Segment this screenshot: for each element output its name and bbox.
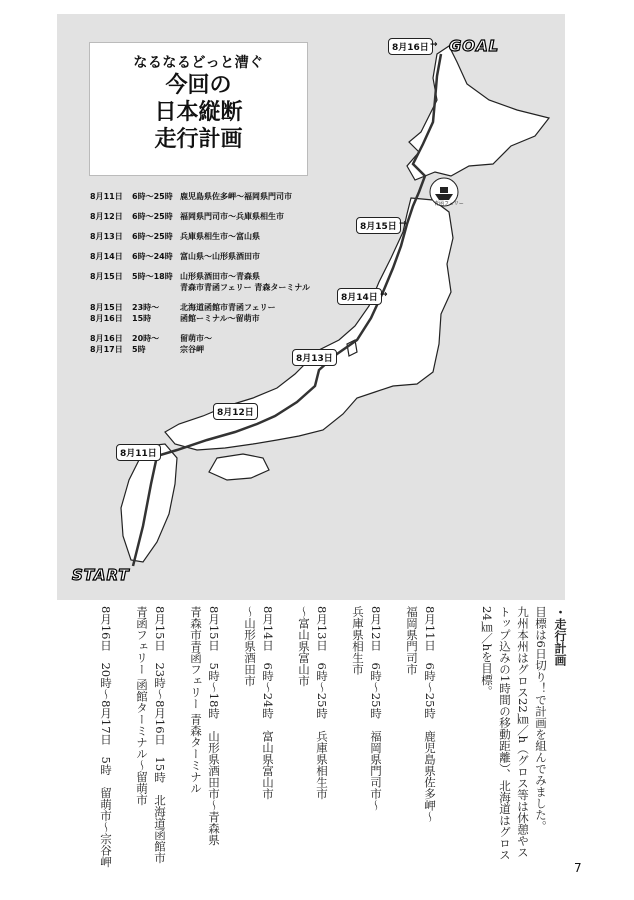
intro-line: 九州本州はグロス22㎞／h（グロス等は休憩やス bbox=[516, 606, 530, 859]
plan-line: 8月11日 6時〜25時 鹿児島県佐多岬〜 bbox=[423, 606, 437, 823]
plan-line: 8月14日 6時〜24時 富山県富山市 bbox=[261, 606, 275, 800]
schedule-route: 函館ーミナル〜留萌市 bbox=[180, 314, 260, 323]
schedule-date: 8月16日 bbox=[90, 314, 123, 323]
schedule-route: 兵庫県相生市〜富山県 bbox=[180, 232, 260, 241]
schedule-date: 8月12日 bbox=[90, 212, 123, 221]
schedule-time: 6時〜25時 bbox=[132, 232, 173, 241]
callout-aug12: 8月12日 bbox=[213, 403, 258, 420]
schedule-route: 福岡県門司市〜兵庫県相生市 bbox=[180, 212, 284, 221]
schedule-date: 8月15日 bbox=[90, 303, 123, 312]
plan-line: 青函フェリー 函館ターミナル〜留萌市 bbox=[135, 606, 149, 806]
plan-line: 8月15日 5時〜18時 山形県酒田市〜青森県 bbox=[207, 606, 221, 846]
ferry-label: 青函フェリー bbox=[434, 201, 464, 207]
schedule-route: 宗谷岬 bbox=[180, 345, 204, 354]
callout-aug14: 8月14日 bbox=[337, 288, 382, 305]
schedule-date: 8月11日 bbox=[90, 192, 123, 201]
goal-label: GOAL bbox=[449, 37, 500, 55]
schedule-row bbox=[90, 211, 310, 222]
schedule-row bbox=[90, 251, 310, 262]
callout-aug11: 8月11日 bbox=[116, 444, 161, 461]
intro-line: 目標は6日切り！で計画を組んでみました。 bbox=[534, 606, 548, 832]
plan-line: 青森市青函フェリー 青森ターミナル bbox=[189, 606, 203, 794]
schedule-date: 8月14日 bbox=[90, 252, 123, 261]
start-label: START bbox=[72, 566, 130, 584]
schedule-row bbox=[90, 191, 310, 202]
title-line-1: 今回の bbox=[165, 73, 232, 98]
plan-line: 8月15日 23時〜8月16日 15時 北海道函館市 bbox=[153, 606, 167, 864]
callout-aug13: 8月13日 bbox=[292, 349, 337, 366]
title-line-3: 走行計画 bbox=[154, 127, 243, 152]
intro-line: トップ込みの1時間の移動距離）、北海道はグロス bbox=[498, 606, 512, 861]
schedule-row bbox=[90, 271, 310, 282]
arrow-icon: → bbox=[399, 219, 407, 229]
schedule-time: 6時〜24時 bbox=[132, 252, 173, 261]
schedule-date: 8月13日 bbox=[90, 232, 123, 241]
section-heading: ・走行計画 bbox=[553, 606, 567, 666]
schedule-time: 6時〜25時 bbox=[132, 212, 173, 221]
plan-line: 〜富山県富山市 bbox=[297, 606, 311, 687]
title-subtitle: なるなるどっと漕ぐ bbox=[133, 55, 264, 71]
schedule-time: 6時〜25時 bbox=[132, 192, 173, 201]
schedule-time: 15時 bbox=[132, 314, 152, 323]
schedule-route-cont: 青森市青函フェリー 青森ターミナル bbox=[180, 283, 310, 292]
plan-line: 兵庫県相生市 bbox=[351, 606, 365, 675]
plan-line: 8月16日 20時〜8月17日 5時 留萌市〜宗谷岬 bbox=[99, 606, 113, 868]
schedule-route: 富山県〜山形県酒田市 bbox=[180, 252, 260, 261]
page-number: 7 bbox=[574, 861, 582, 875]
plan-line: 8月13日 6時〜25時 兵庫県相生市 bbox=[315, 606, 329, 800]
schedule-date: 8月17日 bbox=[90, 345, 123, 354]
schedule-list bbox=[90, 191, 310, 364]
schedule-row bbox=[90, 282, 310, 293]
arrow-icon: → bbox=[430, 40, 438, 50]
schedule-time: 20時〜 bbox=[132, 334, 160, 343]
schedule-row bbox=[90, 344, 310, 355]
schedule-route: 鹿児島県佐多岬〜福岡県門司市 bbox=[180, 192, 292, 201]
schedule-route: 北海道函館市青函フェリー bbox=[180, 303, 276, 312]
plan-line: 〜山形県酒田市 bbox=[243, 606, 257, 687]
schedule-date: 8月15日 bbox=[90, 272, 123, 281]
callout-aug15: 8月15日 bbox=[356, 217, 401, 234]
schedule-time: 5時 bbox=[132, 345, 146, 354]
plan-line: 8月12日 6時〜25時 福岡県門司市〜 bbox=[369, 606, 383, 811]
schedule-route: 山形県酒田市〜青森県 bbox=[180, 272, 260, 281]
schedule-date: 8月16日 bbox=[90, 334, 123, 343]
schedule-row bbox=[90, 231, 310, 242]
schedule-row bbox=[90, 333, 310, 344]
title-box bbox=[89, 42, 308, 176]
arrow-icon: → bbox=[380, 290, 388, 300]
schedule-time: 23時〜 bbox=[132, 303, 160, 312]
schedule-time: 5時〜18時 bbox=[132, 272, 173, 281]
intro-line: 24㎞／hを目標。 bbox=[480, 606, 494, 698]
plan-line: 福岡県門司市 bbox=[405, 606, 419, 675]
schedule-row bbox=[90, 313, 310, 324]
title-line-2: 日本縦断 bbox=[154, 100, 243, 125]
schedule-route: 留萌市〜 bbox=[180, 334, 212, 343]
schedule-row bbox=[90, 302, 310, 313]
callout-aug16: 8月16日 bbox=[388, 38, 433, 55]
